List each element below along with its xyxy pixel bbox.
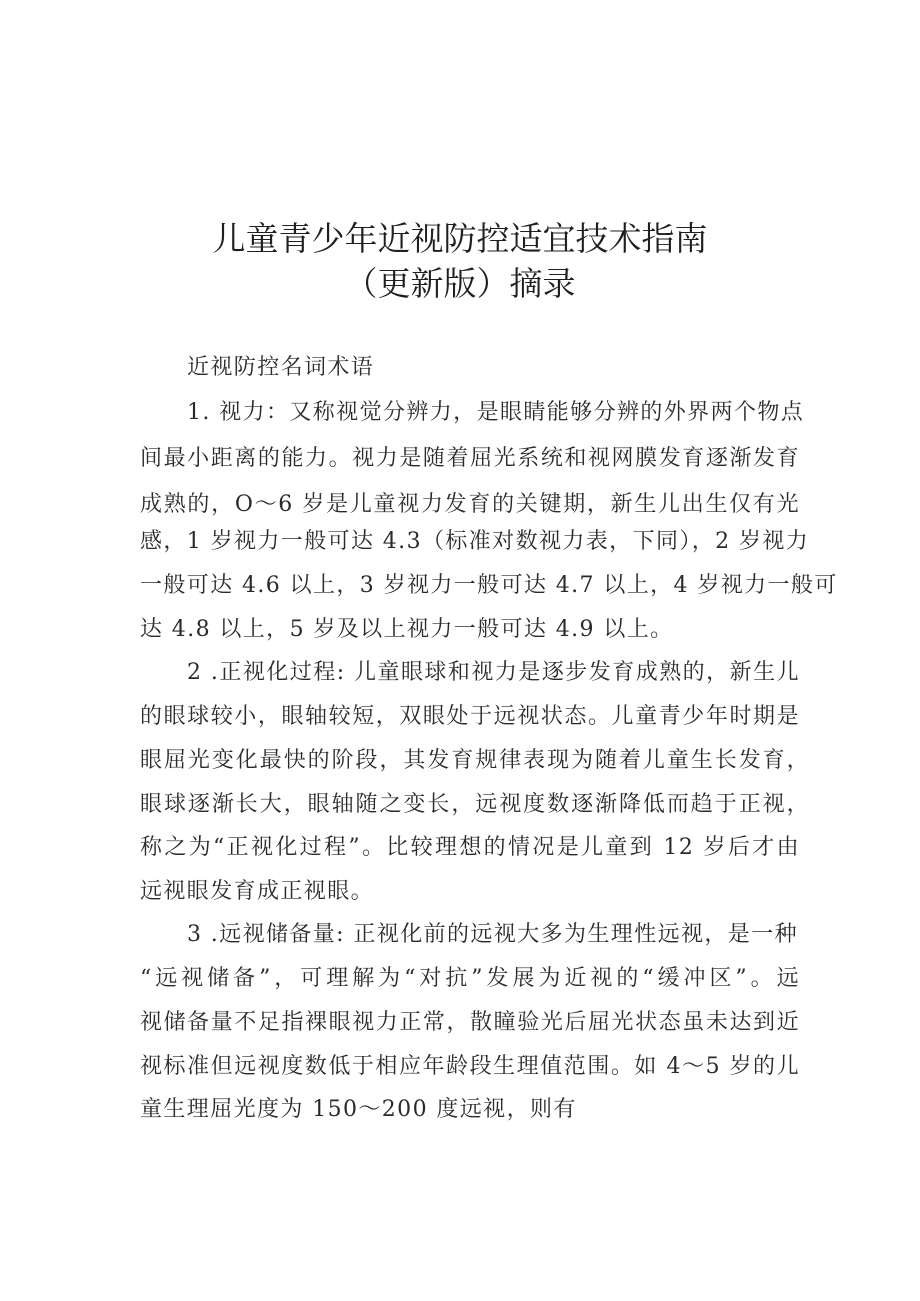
paragraph-line: 童生理屈光度为 150～200 度远视，则有 <box>140 1097 577 1122</box>
paragraph-line: 的眼球较小，眼轴较短，双眼处于远视状态。儿童青少年时期是 <box>140 704 800 729</box>
paragraph-line: “远视储备”，可理解为“对抗”发展为近视的“缓冲区”。远 <box>140 966 800 991</box>
paragraph-line: 眼球逐渐长大，眼轴随之变长，远视度数逐渐降低而趋于正视， <box>140 792 810 817</box>
paragraph-line: 达 4.8 以上，5 岁及以上视力一般可达 4.9 以上。 <box>140 617 674 642</box>
paragraph-line: 视标准但远视度数低于相应年龄段生理值范围。如 4～5 岁的儿 <box>140 1054 800 1079</box>
paragraph-line: 1. 视力：又称视觉分辨力，是眼睛能够分辨的外界两个物点 <box>187 400 805 425</box>
paragraph-line: 2 .正视化过程: 儿童眼球和视力是逐步发育成熟的，新生儿 <box>187 660 800 685</box>
paragraph-line: 感，1 岁视力一般可达 4.3（标准对数视力表，下同），2 岁视力 <box>140 529 810 554</box>
paragraph-line: 间最小距离的能力。视力是随着屈光系统和视网膜发育逐渐发育 <box>140 446 800 471</box>
paragraph-line: 远视眼发育成正视眼。 <box>140 879 375 904</box>
paragraph-line: 3 .远视储备量: 正视化前的远视大多为生理性远视，是一种 <box>187 922 798 947</box>
paragraph-line: 成熟的，O～6 岁是儿童视力发育的关键期，新生儿出生仅有光 <box>140 492 800 517</box>
paragraph-line: 眼屈光变化最快的阶段，其发育规律表现为随着儿童生长发育， <box>140 748 810 773</box>
paragraph-line: 称之为“正视化过程”。比较理想的情况是儿童到 12 岁后才由 <box>140 835 800 860</box>
paragraph-line: 视储备量不足指裸眼视力正常，散瞳验光后屈光状态虽未达到近 <box>140 1010 800 1035</box>
document-title-line-1: 儿童青少年近视防控适宜技术指南 <box>212 219 708 258</box>
paragraph-line: 一般可达 4.6 以上，3 岁视力一般可达 4.7 以上，4 岁视力一般可 <box>140 573 838 598</box>
section-heading: 近视防控名词术语 <box>187 355 375 380</box>
document-title-line-2: （更新版）摘录 <box>344 264 576 303</box>
